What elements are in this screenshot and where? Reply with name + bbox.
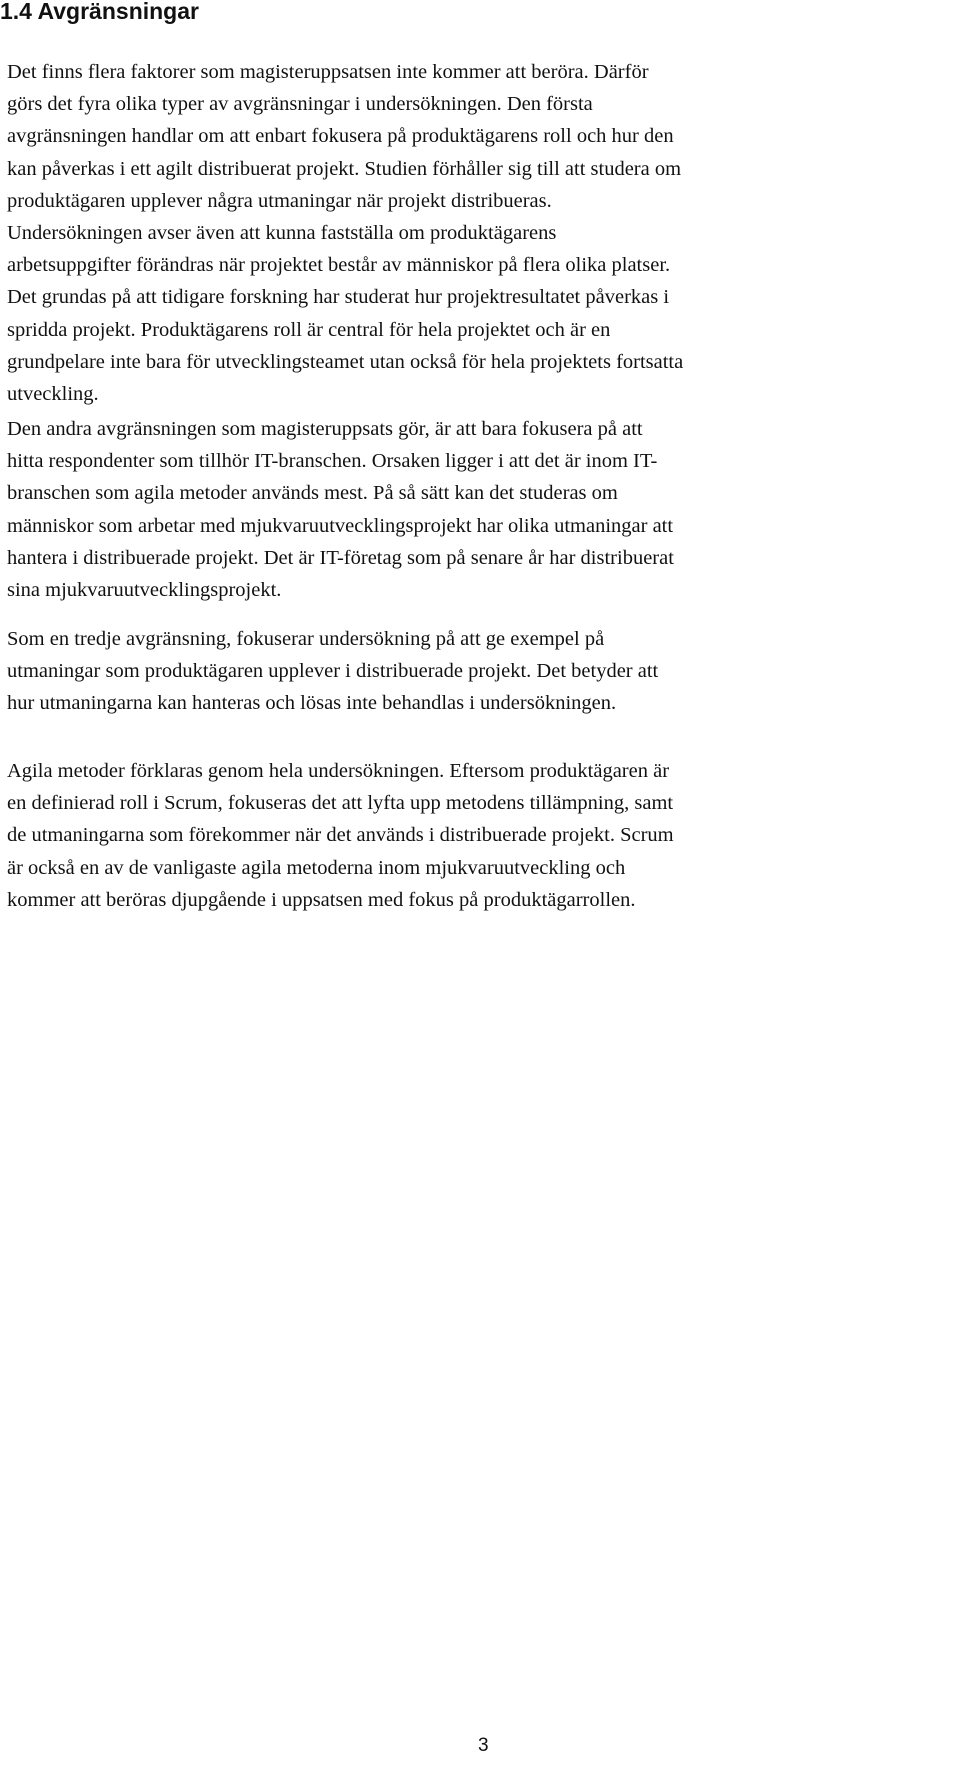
text-line: är också en av de vanligaste agila metoderna inom mjukvaruutveckling och — [7, 856, 626, 879]
text-line: sina mjukvaruutvecklingsprojekt. — [7, 579, 282, 602]
text-line: spridda projekt. Produktägarens roll är central för hela projektet och är en — [7, 318, 611, 341]
page-number: 3 — [478, 1735, 489, 1756]
text-line: hantera i distribuerade projekt. Det är IT-företag som på senare år har distribuerat — [7, 546, 674, 569]
text-line: görs det fyra olika typer av avgränsningar i undersökningen. Den första — [7, 93, 593, 116]
section-heading: 1.4 Avgränsningar — [0, 0, 199, 24]
text-line: hur utmaningarna kan hanteras och lösas inte behandlas i undersökningen. — [7, 692, 617, 715]
text-line: branschen som agila metoder används mest. På så sätt kan det studeras om — [7, 482, 618, 505]
text-line: hitta respondenter som tillhör IT-branschen. Orsaken ligger i att det är inom IT- — [7, 450, 658, 473]
paragraph-scope-challenges — [7, 623, 957, 720]
text-line: produktägaren upplever några utmaningar när projekt distribueras. — [7, 189, 552, 212]
text-line: människor som arbetar med mjukvaruutvecklingsprojekt har olika utmaningar att — [7, 514, 674, 537]
text-line: kan påverkas i ett agilt distribuerat projekt. Studien förhåller sig till att studera om — [7, 157, 682, 180]
text-line: avgränsningen handlar om att enbart fokusera på produktägarens roll och hur den — [7, 125, 674, 148]
text-line: Agila metoder förklaras genom hela undersökningen. Eftersom produktägaren är — [7, 760, 670, 782]
text-line: utveckling. — [7, 383, 99, 406]
text-line: Det grundas på att tidigare forskning har studerat hur projektresultatet påverkas i — [7, 286, 670, 309]
paragraph-scope-product-owner — [7, 56, 957, 410]
text-line: Som en tredje avgränsning, fokuserar undersökning på att ge exempel på — [7, 628, 605, 650]
text-line: de utmaningarna som förekommer när det används i distribuerade projekt. Scrum — [7, 824, 674, 847]
text-line: Den andra avgränsningen som magisteruppsats gör, är att bara fokusera på att — [7, 418, 643, 440]
text-line: arbetsuppgifter förändras när projektet består av människor på flera olika platser. — [7, 254, 671, 277]
text-line: grundpelare inte bara för utvecklingsteamet utan också för hela projektets fortsatta — [7, 350, 684, 373]
text-line: Det finns flera faktorer som magisteruppsatsen inte kommer att beröra. Därför — [7, 61, 649, 83]
text-line: en definierad roll i Scrum, fokuseras det att lyfta upp metodens tillämpning, samt — [7, 792, 674, 815]
text-line: Undersökningen avser även att kunna fastställa om produktägarens — [7, 222, 557, 245]
text-line: utmaningar som produktägaren upplever i distribuerade projekt. Det betyder att — [7, 660, 659, 683]
paragraph-scope-it-industry — [7, 413, 957, 606]
text-line: kommer att beröras djupgående i uppsatsen med fokus på produktägarrollen. — [7, 888, 636, 911]
paragraph-scope-scrum — [7, 755, 957, 916]
